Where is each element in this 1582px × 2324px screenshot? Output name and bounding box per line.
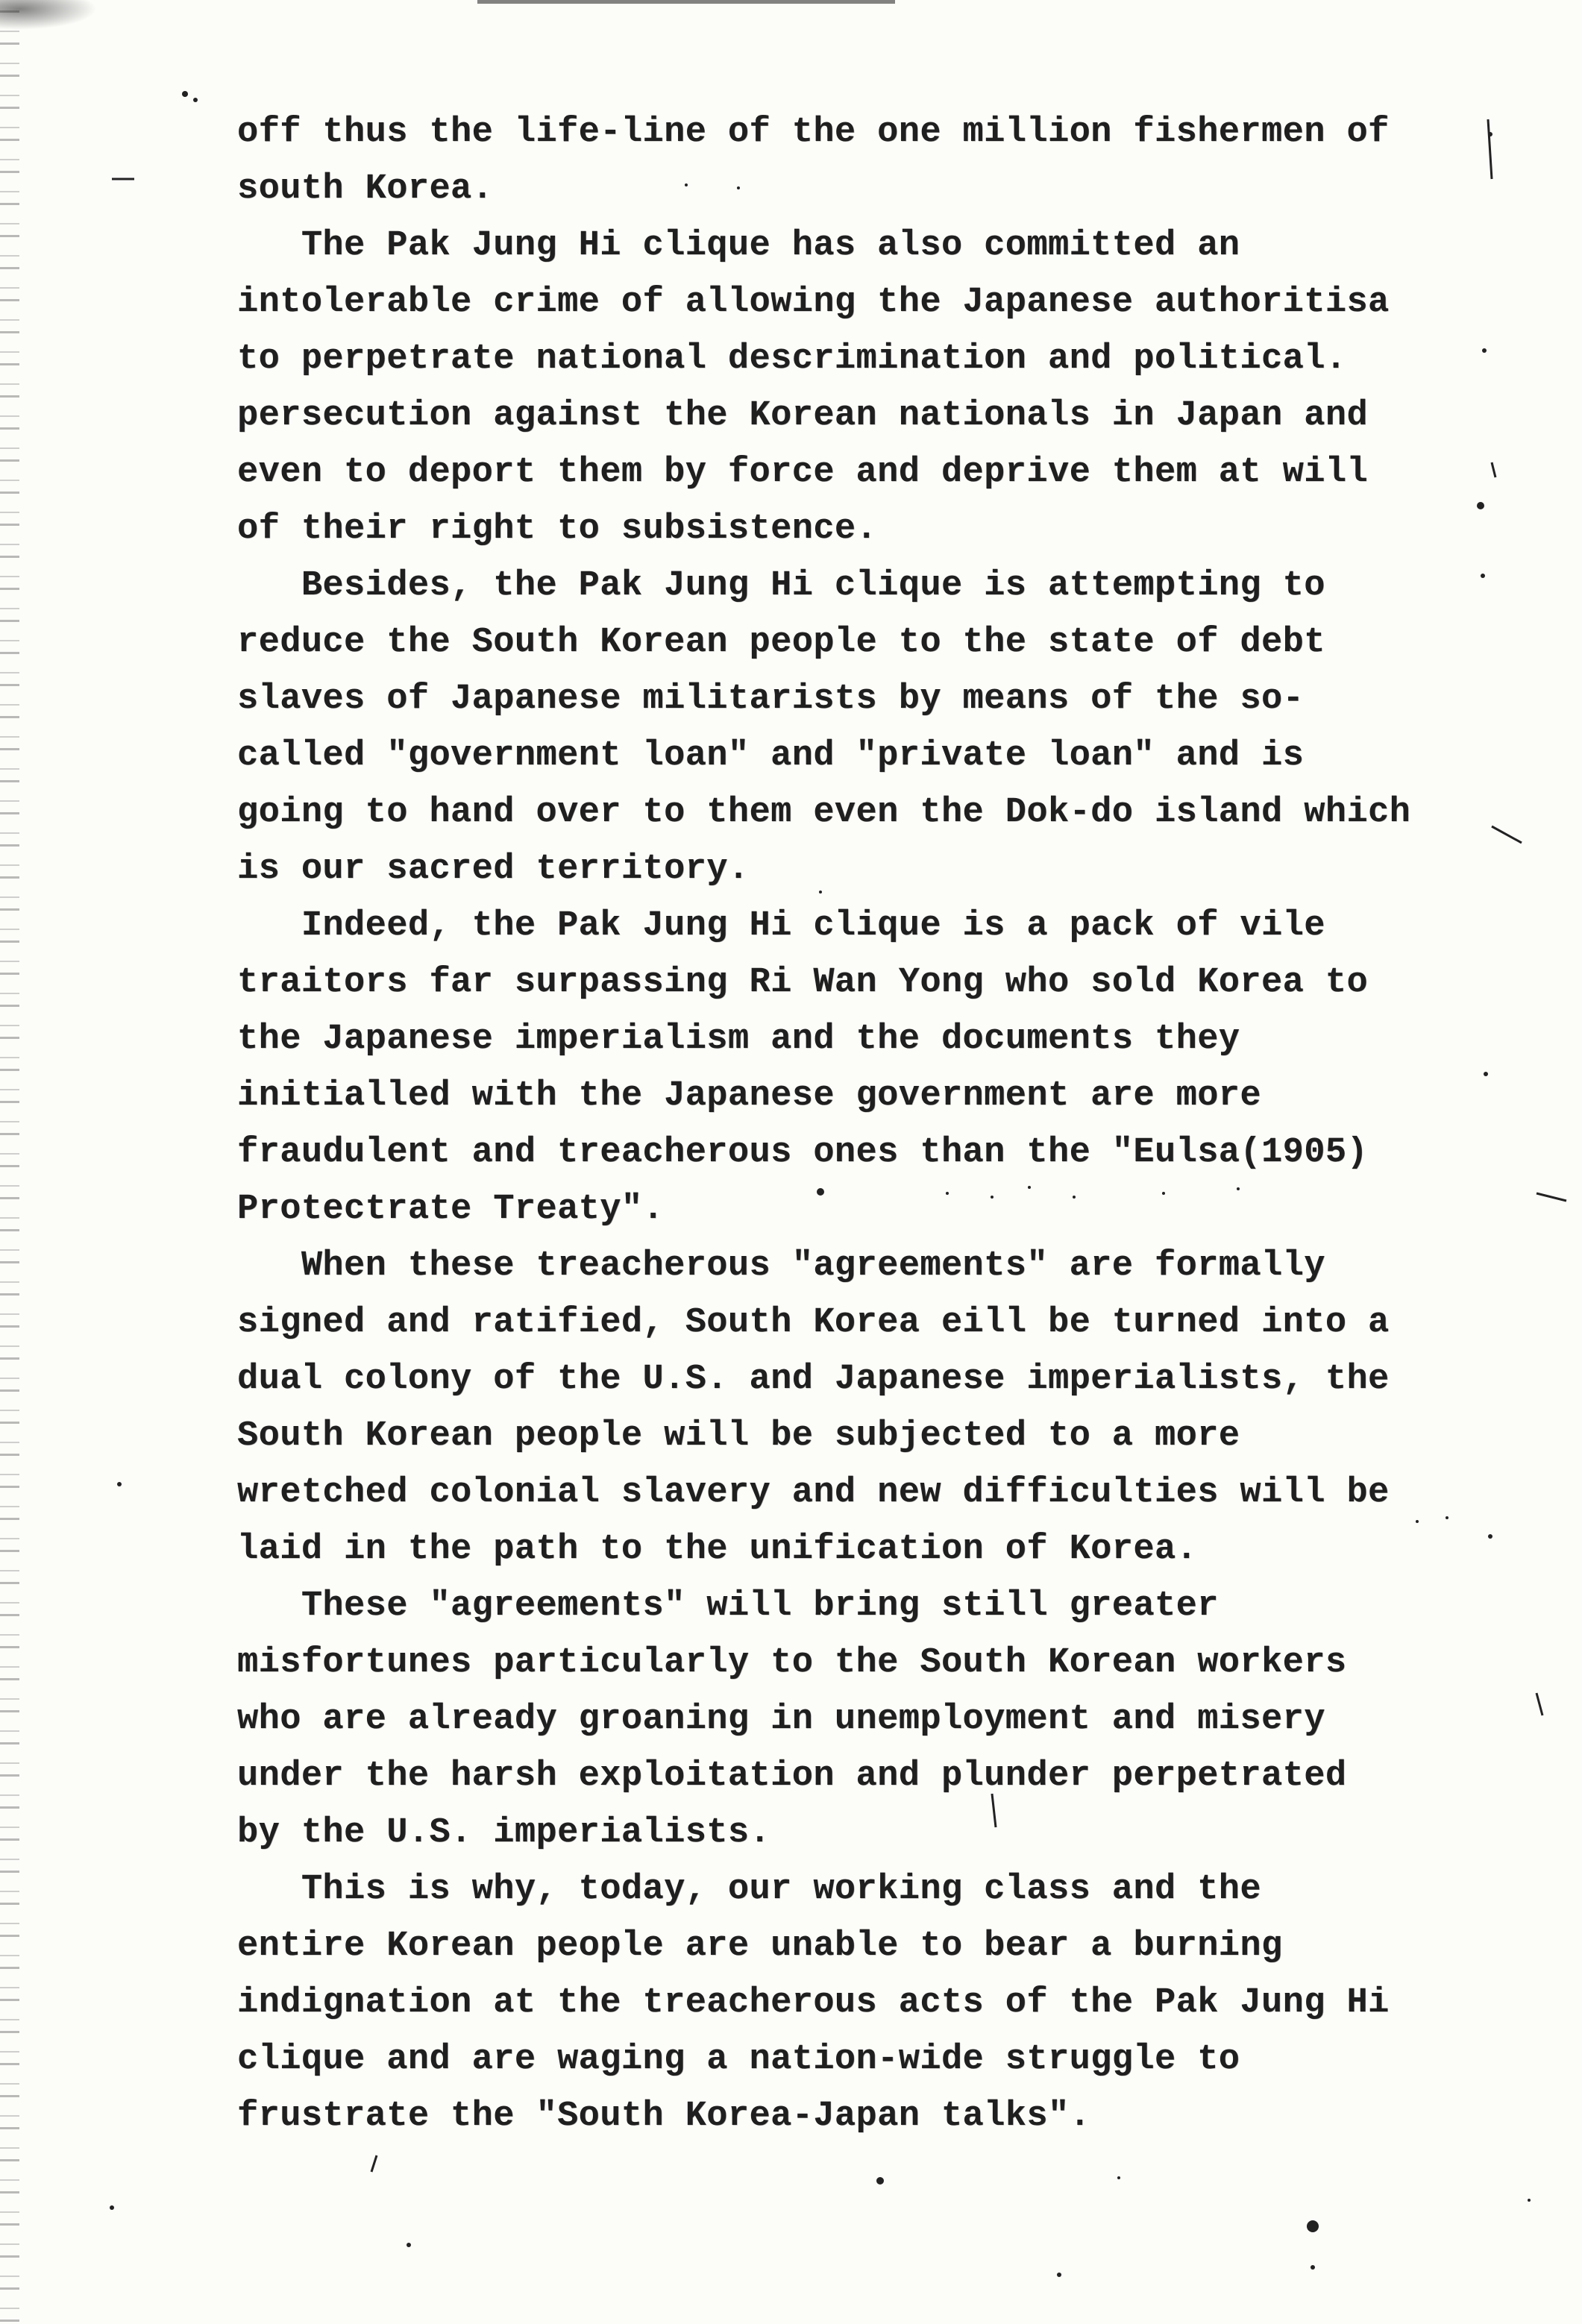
text-line: Protectrate Treaty". bbox=[237, 1190, 665, 1229]
text-line: by the U.S. imperialists. bbox=[237, 1813, 771, 1853]
text-line: of their right to subsistence. bbox=[237, 509, 878, 549]
text-line: The Pak Jung Hi clique has also committed an bbox=[237, 226, 1240, 266]
text-line: South Korean people will be subjected to a more bbox=[237, 1416, 1240, 1456]
text-line: signed and ratified, South Korea eill be turned into a bbox=[237, 1303, 1390, 1342]
text-line: Indeed, the Pak Jung Hi clique is a pack of vile bbox=[237, 906, 1325, 946]
text-line: clique and are waging a nation-wide struggle to bbox=[237, 2040, 1240, 2079]
text-line: This is why, today, our working class and the bbox=[237, 1870, 1262, 1909]
text-line: persecution against the Korean nationals in Japan and bbox=[237, 396, 1369, 436]
text-line: the Japanese imperialism and the documents they bbox=[237, 1020, 1240, 1059]
text-line: frustrate the "South Korea-Japan talks". bbox=[237, 2097, 1091, 2136]
text-line: misfortunes particularly to the South Korean workers bbox=[237, 1643, 1347, 1683]
text-line: entire Korean people are unable to bear a burning bbox=[237, 1926, 1283, 1966]
text-line: dual colony of the U.S. and Japanese imperialists, the bbox=[237, 1360, 1390, 1399]
text-line: indignation at the treacherous acts of the Pak Jung Hi bbox=[237, 1983, 1390, 2023]
text-line: fraudulent and treacherous ones than the "Eulsa(1905) bbox=[237, 1133, 1369, 1172]
text-line: traitors far surpassing Ri Wan Yong who sold Korea to bbox=[237, 963, 1369, 1002]
text-line: intolerable crime of allowing the Japanese authoritisa bbox=[237, 283, 1390, 322]
text-line: even to deport them by force and deprive them at will bbox=[237, 453, 1369, 492]
text-line: These "agreements" will bring still greater bbox=[237, 1586, 1219, 1626]
text-line: under the harsh exploitation and plunder perpetrated bbox=[237, 1756, 1347, 1796]
text-line: Besides, the Pak Jung Hi clique is attempting to bbox=[237, 566, 1325, 606]
text-line: south Korea. bbox=[237, 169, 494, 209]
text-line: When these treacherous "agreements" are formally bbox=[237, 1246, 1325, 1286]
text-line: slaves of Japanese militarists by means of the so- bbox=[237, 679, 1305, 719]
text-line: called "government loan" and "private loan" and is bbox=[237, 736, 1305, 776]
text-line: reduce the South Korean people to the state of debt bbox=[237, 623, 1325, 662]
text-line: laid in the path to the unification of Korea. bbox=[237, 1530, 1198, 1569]
text-line: wretched colonial slavery and new difficulties will be bbox=[237, 1473, 1390, 1513]
text-line: off thus the life-line of the one million fishermen of bbox=[237, 113, 1390, 152]
text-line: to perpetrate national descrimination and political. bbox=[237, 339, 1347, 379]
text-line: is our sacred territory. bbox=[237, 849, 750, 889]
text-line: going to hand over to them even the Dok-do island which bbox=[237, 793, 1411, 832]
text-line: who are already groaning in unemployment and misery bbox=[237, 1700, 1325, 1739]
text-line: initialled with the Japanese government are more bbox=[237, 1076, 1262, 1116]
